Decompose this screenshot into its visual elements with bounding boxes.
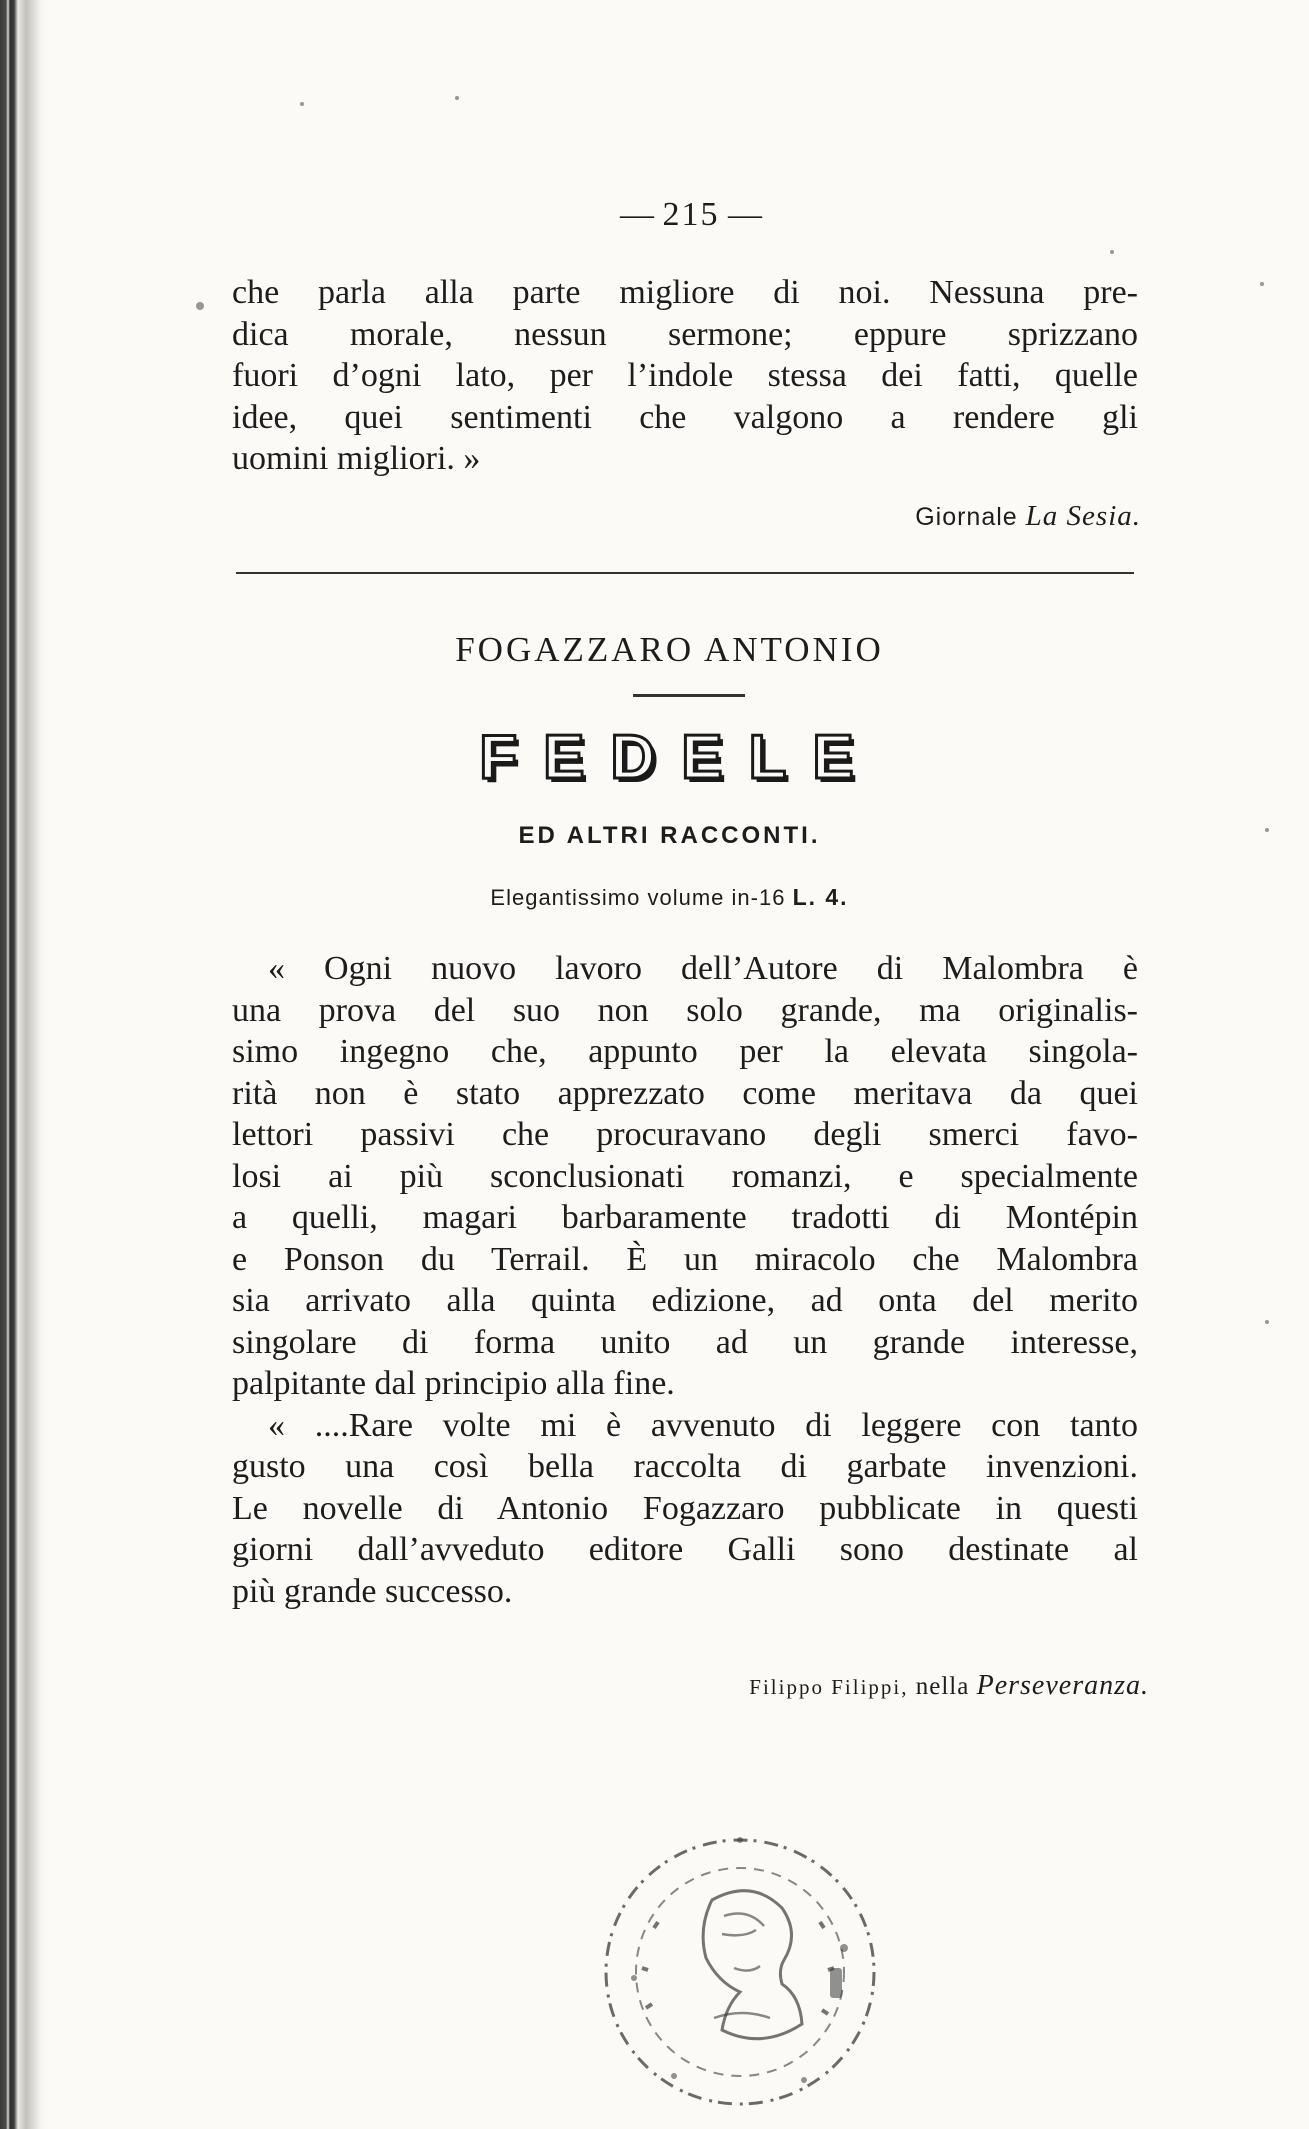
quote-attribution [915, 500, 1141, 533]
review-line: « ....Rare volte mi è avvenuto di leggere con tanto [268, 1406, 1138, 1444]
review-line: rità non è stato apprezzato come meritava da quei [232, 1074, 1138, 1112]
review-line: una prova del suo non solo grande, ma originalis- [232, 991, 1138, 1029]
review-line: Le novelle di Antonio Fogazzaro pubblicate in questi [232, 1489, 1138, 1527]
book-title: FEDELE [479, 723, 880, 792]
review-source: Perseveranza. [976, 1670, 1149, 1701]
scan-speck [1260, 282, 1264, 286]
review-line: sia arrivato alla quinta edizione, ad onta del merito [232, 1282, 1138, 1319]
section-divider [236, 572, 1134, 574]
review-line: a quelli, magari barbaramente tradotti di Montépin [232, 1199, 1138, 1236]
attribution-middle: nella [915, 1673, 970, 1700]
attribution-source: La Sesia. [1025, 500, 1141, 532]
scan-speck [455, 96, 459, 100]
library-stamp-seal [594, 1818, 886, 2114]
reviewer-name: Filippo Filippi, [749, 1675, 909, 1699]
book-edition [0, 884, 1309, 911]
review-line: losi ai più sconclusionati romanzi, e specialmente [232, 1157, 1138, 1195]
quote-line: che parla alla parte migliore di noi. Nessuna pre- [232, 274, 1138, 311]
review-text [232, 948, 1138, 1612]
review-line: simo ingegno che, appunto per la elevata singola- [232, 1033, 1138, 1070]
page-number-value: 215 [662, 196, 720, 233]
scan-speck [1110, 250, 1114, 254]
review-line: più grande successo. [232, 1572, 513, 1610]
review-line: palpitante dal principio alla fine. [232, 1365, 675, 1402]
quote-line: uomini migliori. » [232, 440, 481, 477]
scan-speck [300, 102, 304, 106]
quote-continuation [232, 272, 1138, 480]
review-line: e Ponson du Terrail. È un miracolo che Malombra [232, 1240, 1138, 1278]
quote-line: fuori d’ogni lato, per l’indole stessa dei fatti, quelle [232, 357, 1138, 394]
book-price: L. 4. [792, 884, 849, 910]
review-attribution [749, 1670, 1149, 1702]
book-subtitle: ED ALTRI RACCONTI. [518, 822, 821, 849]
book-author: FOGAZZARO ANTONIO [455, 630, 884, 669]
page-binding-edge [0, 0, 46, 2129]
quote-line: idee, quei sentimenti che valgono a rendere gli [232, 398, 1138, 436]
quote-line: dica morale, nessun sermone; eppure sprizzano [232, 315, 1138, 353]
review-line: singolare di forma unito ad un grande interesse, [232, 1323, 1138, 1361]
attribution-prefix: Giornale [915, 503, 1018, 531]
scan-speck [1265, 1320, 1269, 1324]
page-number: — 215 — [620, 196, 762, 233]
review-line: lettori passivi che procuravano degli smerci favo- [232, 1116, 1138, 1153]
edition-description: Elegantissimo volume in-16 [490, 885, 786, 910]
review-line: « Ogni nuovo lavoro dell’Autore di Malombra è [268, 950, 1138, 987]
review-line: giorni dall’avveduto editore Galli sono destinate al [232, 1531, 1138, 1568]
review-line: gusto una così bella raccolta di garbate invenzioni. [232, 1448, 1138, 1485]
scan-speck [196, 302, 204, 310]
author-title-divider [633, 694, 745, 697]
